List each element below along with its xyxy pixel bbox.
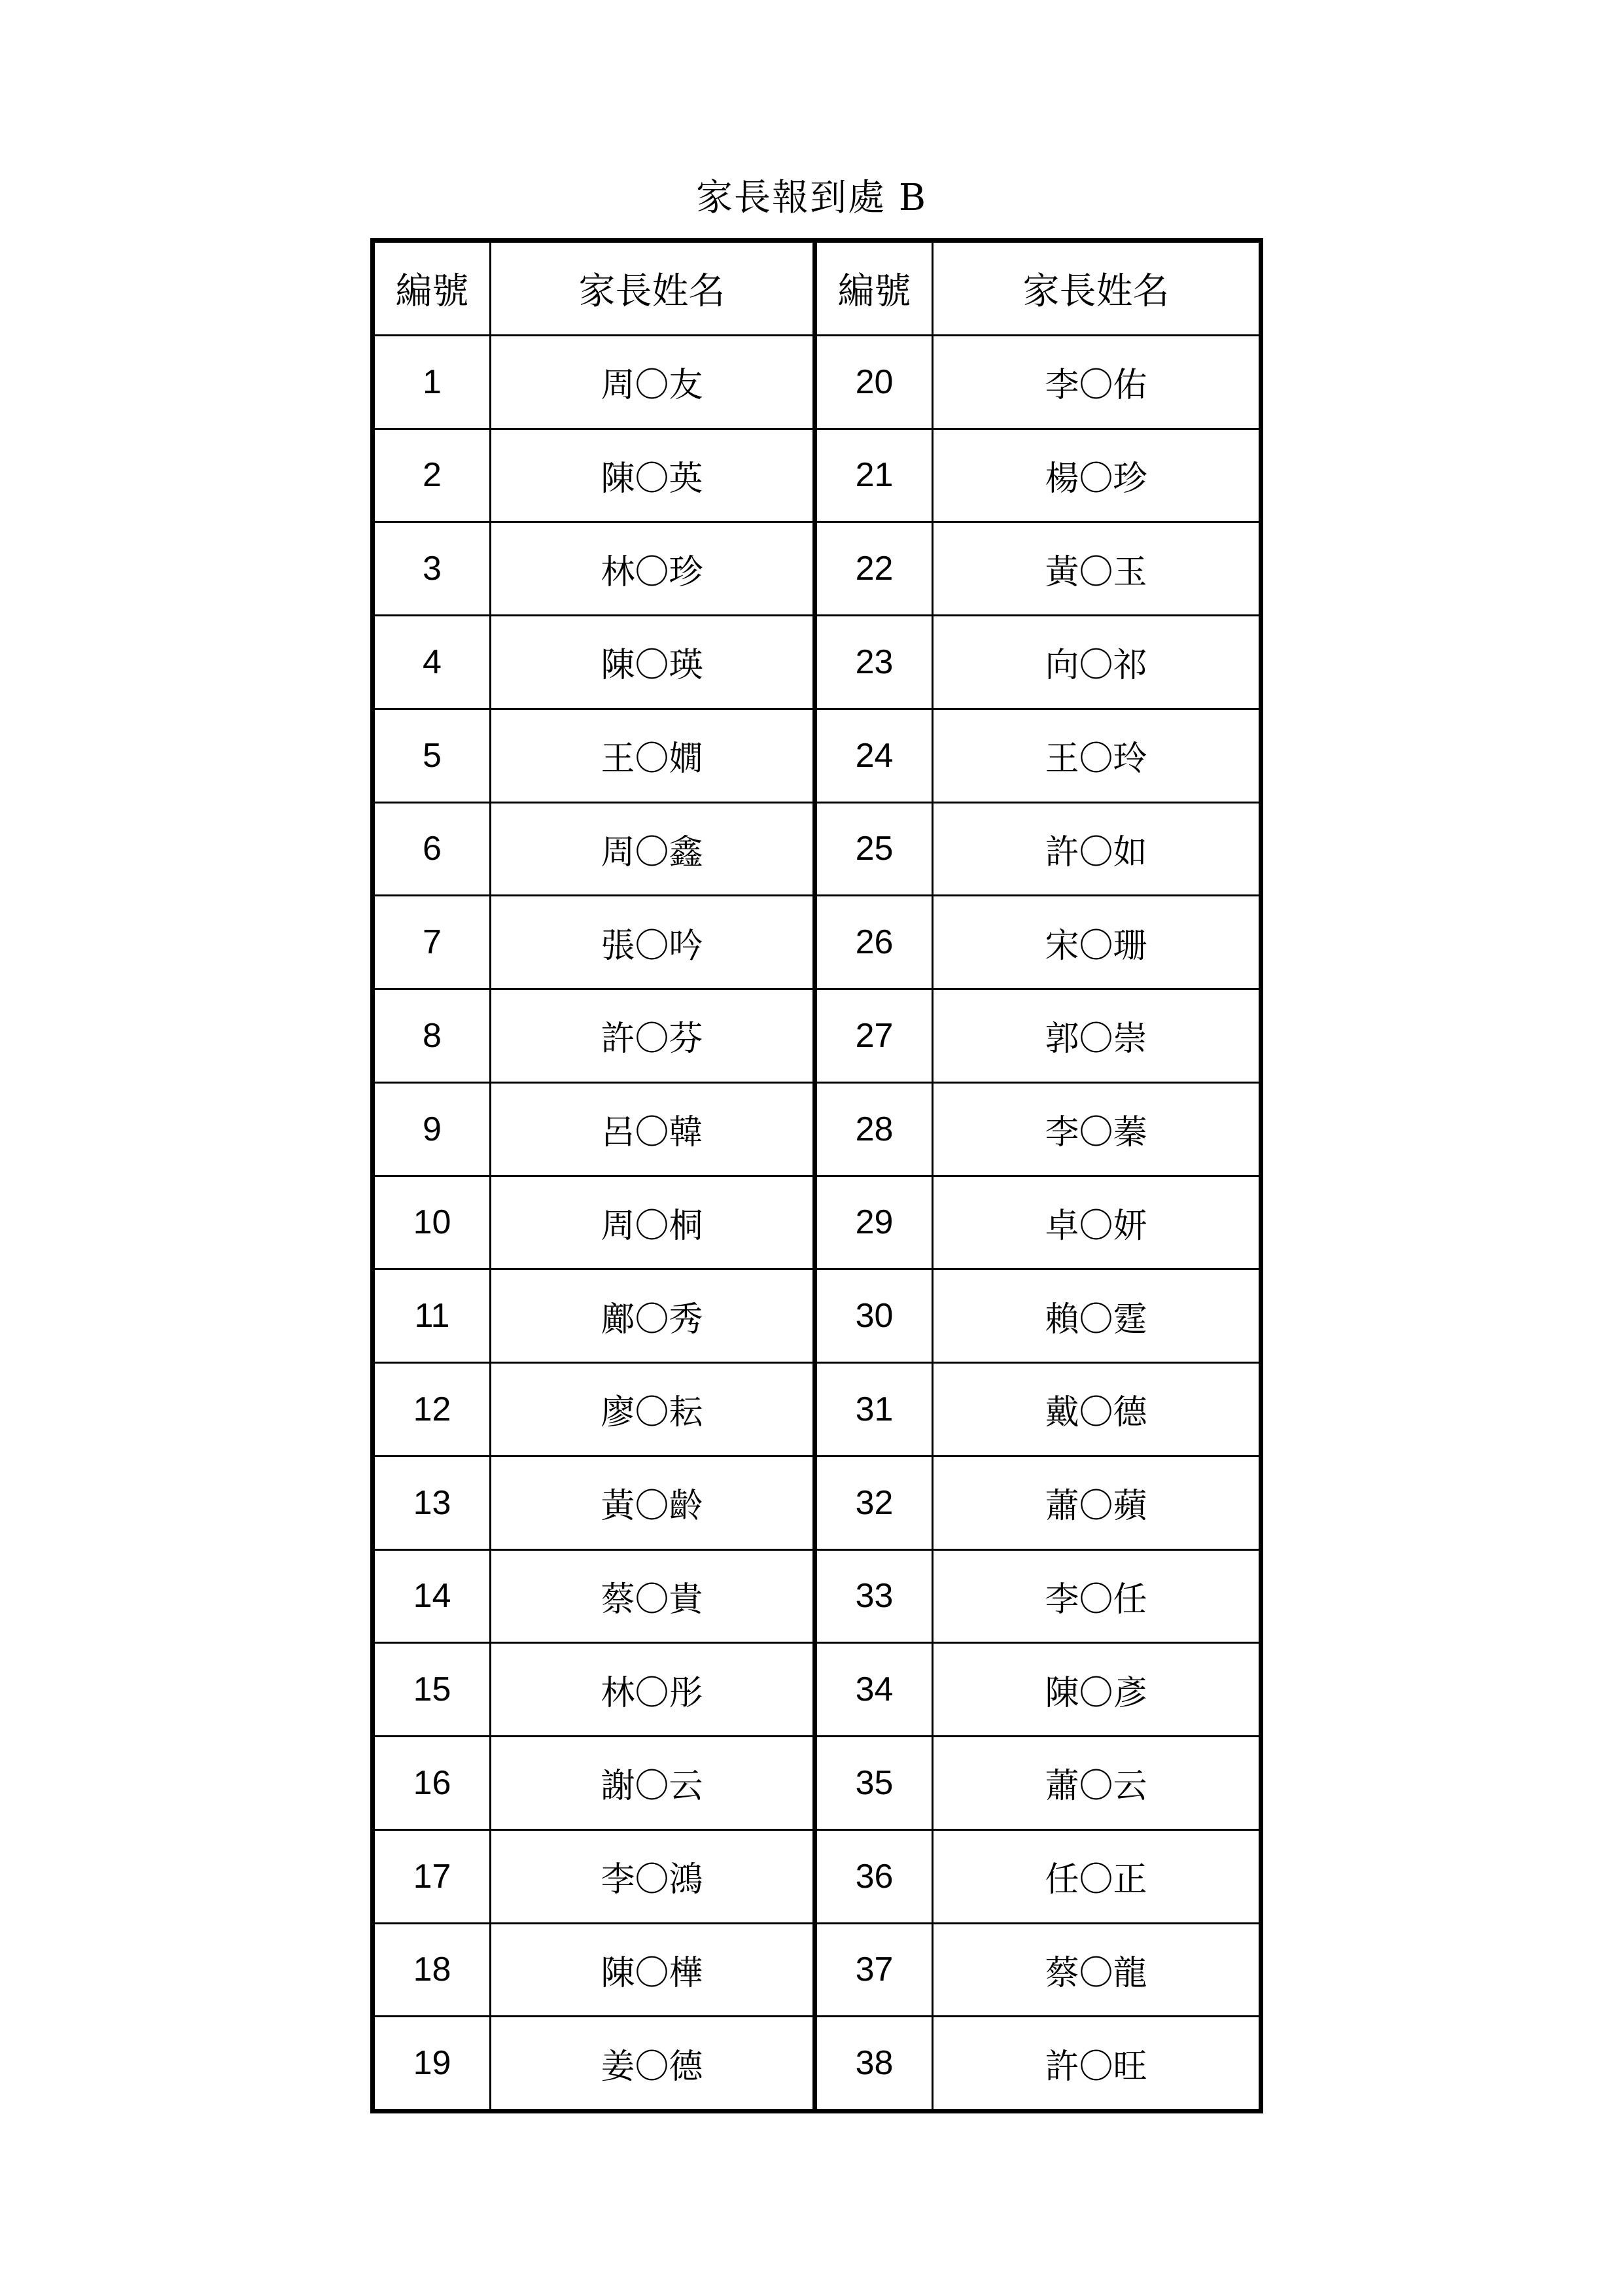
parent-name: 林〇珍 (601, 552, 703, 592)
parent-name: 謝〇云 (601, 1767, 703, 1807)
parent-name: 蕭〇云 (1045, 1767, 1147, 1807)
table-row (817, 710, 1259, 804)
column-header-name: 家長姓名 (578, 270, 725, 313)
row-number: 17 (375, 1831, 491, 1922)
row-number: 33 (817, 1551, 934, 1642)
row-number: 14 (375, 1551, 491, 1642)
table-row (817, 1270, 1259, 1364)
table-row (817, 1924, 1259, 2018)
parent-name: 周〇鑫 (601, 832, 703, 872)
table-row (817, 616, 1259, 710)
parent-name: 賴〇霆 (1045, 1299, 1147, 1339)
table-row (375, 2017, 812, 2109)
row-number: 22 (817, 523, 934, 614)
table-row (375, 710, 812, 804)
table-row (375, 1177, 812, 1271)
table-row (375, 804, 812, 897)
table-row (375, 1831, 812, 1924)
table-row (375, 896, 812, 990)
row-number: 3 (375, 523, 491, 614)
row-number: 15 (375, 1644, 491, 1735)
parent-name: 周〇桐 (601, 1206, 703, 1246)
parent-name: 姜〇德 (601, 2047, 703, 2087)
row-number: 34 (817, 1644, 934, 1735)
table-right-half (817, 243, 1259, 2109)
row-number: 29 (817, 1177, 934, 1269)
table-row (817, 1551, 1259, 1644)
parent-name: 戴〇德 (1045, 1393, 1147, 1433)
table-row (817, 430, 1259, 523)
row-number: 35 (817, 1737, 934, 1829)
page-title: 家長報到處 B (696, 177, 927, 219)
table-row (375, 430, 812, 523)
parent-name: 楊〇珍 (1045, 459, 1147, 499)
parent-name: 向〇祁 (1045, 646, 1147, 686)
row-number: 9 (375, 1084, 491, 1175)
row-number: 19 (375, 2017, 491, 2109)
row-number: 18 (375, 1924, 491, 2016)
parent-name: 蕭〇蘋 (1045, 1487, 1147, 1527)
row-number: 36 (817, 1831, 934, 1922)
row-number: 13 (375, 1457, 491, 1549)
row-number: 21 (817, 430, 934, 521)
row-number: 25 (817, 804, 934, 895)
row-number: 8 (375, 990, 491, 1082)
table-row (817, 1364, 1259, 1457)
table-row (817, 2017, 1259, 2109)
table-row (375, 1364, 812, 1457)
row-number: 20 (817, 336, 934, 428)
parent-name: 宋〇珊 (1045, 926, 1147, 966)
table-row (817, 896, 1259, 990)
table-row (375, 1644, 812, 1737)
row-number: 2 (375, 430, 491, 521)
row-number: 1 (375, 336, 491, 428)
row-number: 37 (817, 1924, 934, 2016)
row-number: 31 (817, 1364, 934, 1455)
table-row (817, 804, 1259, 897)
row-number: 4 (375, 616, 491, 708)
table-row (817, 1457, 1259, 1551)
row-number: 10 (375, 1177, 491, 1269)
column-header-number: 編號 (375, 243, 491, 334)
parent-name: 許〇如 (1045, 832, 1147, 872)
parent-name: 蔡〇貴 (601, 1580, 703, 1619)
parent-name: 張〇吟 (601, 926, 703, 966)
parent-name: 黃〇玉 (1045, 552, 1147, 592)
parent-name: 許〇旺 (1045, 2047, 1147, 2087)
row-number: 26 (817, 896, 934, 988)
row-number: 23 (817, 616, 934, 708)
row-number: 7 (375, 896, 491, 988)
registration-table (370, 238, 1263, 2113)
table-row (817, 1737, 1259, 1831)
parent-name: 李〇任 (1045, 1580, 1147, 1619)
parent-name: 陳〇彥 (1045, 1673, 1147, 1713)
row-number: 28 (817, 1084, 934, 1175)
table-row (817, 990, 1259, 1084)
table-row (375, 1457, 812, 1551)
column-header-number: 編號 (817, 243, 934, 334)
row-number: 16 (375, 1737, 491, 1829)
table-row (817, 336, 1259, 430)
table-row (375, 523, 812, 616)
table-row (375, 1084, 812, 1177)
parent-name: 卓〇妍 (1045, 1206, 1147, 1246)
row-number: 24 (817, 710, 934, 802)
table-row (375, 1737, 812, 1831)
row-number: 12 (375, 1364, 491, 1455)
parent-name: 郭〇崇 (1045, 1019, 1147, 1059)
table-row (375, 1924, 812, 2018)
table-row (375, 990, 812, 1084)
parent-name: 鄺〇秀 (601, 1299, 703, 1339)
row-number: 11 (375, 1270, 491, 1362)
table-row (817, 523, 1259, 616)
parent-name: 李〇鴻 (601, 1860, 703, 1900)
row-number: 6 (375, 804, 491, 895)
row-number: 27 (817, 990, 934, 1082)
parent-name: 李〇蓁 (1045, 1113, 1147, 1153)
parent-name: 林〇彤 (601, 1673, 703, 1713)
table-row (375, 1270, 812, 1364)
table-header-row (817, 243, 1259, 336)
table-row (817, 1644, 1259, 1737)
parent-name: 王〇玲 (1045, 739, 1147, 779)
parent-name: 李〇佑 (1045, 366, 1147, 406)
table-left-half (375, 243, 817, 2109)
row-number: 30 (817, 1270, 934, 1362)
table-row (375, 616, 812, 710)
parent-name: 黃〇齡 (601, 1487, 703, 1527)
parent-name: 陳〇樺 (601, 1953, 703, 1993)
parent-name: 陳〇英 (601, 459, 703, 499)
row-number: 38 (817, 2017, 934, 2109)
parent-name: 許〇芬 (601, 1019, 703, 1059)
column-header-name: 家長姓名 (1022, 270, 1170, 313)
parent-name: 周〇友 (601, 366, 703, 406)
parent-name: 呂〇韓 (601, 1113, 703, 1153)
parent-name: 廖〇耘 (601, 1393, 703, 1433)
parent-name: 任〇正 (1045, 1860, 1147, 1900)
row-number: 5 (375, 710, 491, 802)
parent-name: 王〇嫺 (601, 739, 703, 779)
table-row (375, 336, 812, 430)
parent-name: 蔡〇龍 (1045, 1953, 1147, 1993)
table-row (817, 1084, 1259, 1177)
table-row (817, 1177, 1259, 1271)
table-row (817, 1831, 1259, 1924)
row-number: 32 (817, 1457, 934, 1549)
parent-name: 陳〇瑛 (601, 646, 703, 686)
table-header-row (375, 243, 812, 336)
table-row (375, 1551, 812, 1644)
